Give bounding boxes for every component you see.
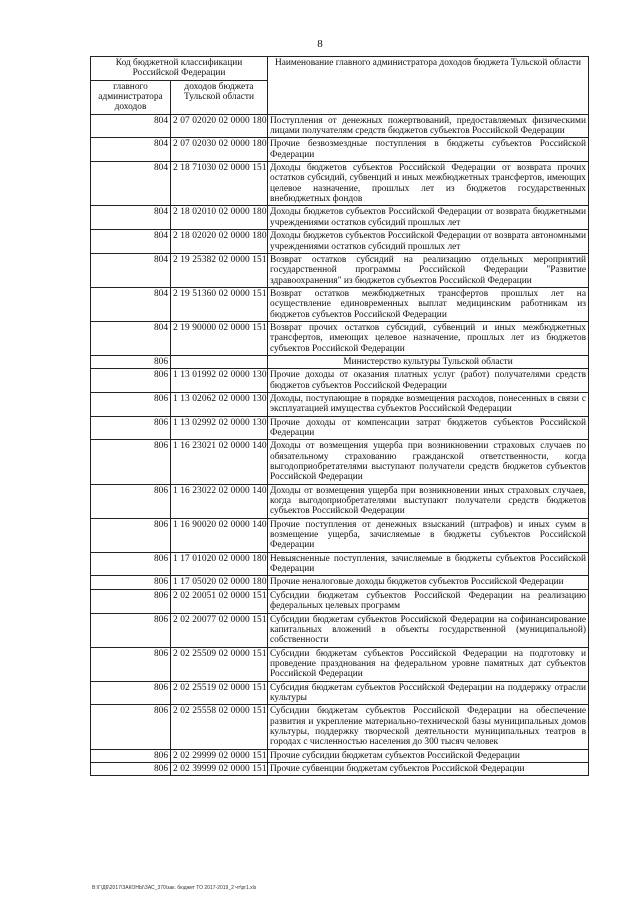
table-row [91,762,589,775]
table-row [91,287,589,321]
admin-code-cell: 806 [91,484,171,518]
admin-code-cell: 804 [91,253,171,287]
table-row [91,369,589,393]
table-row [91,253,589,287]
income-code-cell: 2 18 02010 02 0000 180 [171,206,268,230]
income-code-cell: 1 16 23021 02 0000 140 [171,440,268,484]
description-cell: Прочие доходы от компенсации затрат бюджетов субъектов Российской Федерации [268,416,589,440]
income-code-cell: 2 02 20051 02 0000 151 [171,589,268,613]
section-row [91,355,589,368]
income-code-cell: 2 07 02020 02 0000 180 [171,114,268,138]
admin-code-cell: 806 [91,369,171,393]
description-cell: Субсидии бюджетам субъектов Российской Федерации на софинансирование капитальных вложений в объекты государственной (муниципальной) собственности [268,613,589,647]
table-row [91,230,589,254]
income-code-cell: 1 13 02062 02 0000 130 [171,392,268,416]
table-row [91,484,589,518]
description-cell: Субсидия бюджетам субъектов Российской Федерации на поддержку отрасли культуры [268,681,589,705]
admin-code-cell: 804 [91,287,171,321]
admin-code-cell: 806 [91,589,171,613]
admin-code-cell: 804 [91,230,171,254]
income-code-cell: 1 16 90020 02 0000 140 [171,518,268,552]
admin-code-cell: 806 [91,762,171,775]
description-cell: Доходы от возмещения ущерба при возникновении страховых случаев по обязательному страхованию гражданской ответственности, когда выгодоприобретателями выступают получатели средств бюджетов субъектов Российской Федерации [268,440,589,484]
description-cell: Субсидии бюджетам субъектов Российской Федерации на реализацию федеральных целевых программ [268,589,589,613]
admin-code-cell: 806 [91,613,171,647]
admin-code-cell: 806 [91,416,171,440]
table-row [91,589,589,613]
admin-code-cell: 804 [91,114,171,138]
income-code-cell: 2 19 25382 02 0000 151 [171,253,268,287]
description-cell: Прочие неналоговые доходы бюджетов субъектов Российской Федерации [268,576,589,589]
income-code-cell: 2 02 39999 02 0000 151 [171,762,268,775]
description-cell: Субсидии бюджетам субъектов Российской Федерации на подготовку и проведение празднования на федеральном уровне памятных дат субъектов Российской Федерации [268,647,589,681]
admin-code-cell: 804 [91,206,171,230]
income-code-cell: 2 02 29999 02 0000 151 [171,749,268,762]
table-row [91,518,589,552]
description-cell: Субсидии бюджетам субъектов Российской Федерации на обеспечение развития и укрепление материально-технической базы муниципальных домов культуры, поддержку творческой деятельности муниципальных театров в городах с численностью населения до 300 тысяч человек [268,705,589,749]
admin-code-cell: 806 [91,392,171,416]
description-cell: Доходы бюджетов субъектов Российской Федерации от возврата автономными учреждениями остатков субсидий прошлых лет [268,230,589,254]
income-code-cell: 1 13 01992 02 0000 130 [171,369,268,393]
description-cell: Прочие поступления от денежных взысканий (штрафов) и иных сумм в возмещение ущерба, зачисляемые в бюджеты субъектов Российской Федерации [268,518,589,552]
table-row [91,613,589,647]
page-number: 8 [317,38,323,50]
admin-code-cell: 806 [91,576,171,589]
table-row [91,392,589,416]
income-code-cell: 1 17 01020 02 0000 180 [171,552,268,576]
budget-classification-table [90,56,589,776]
income-code-cell: 2 19 51360 02 0000 151 [171,287,268,321]
admin-code-cell: 806 [91,705,171,749]
admin-code-cell: 804 [91,321,171,355]
header-name-col: Наименование главного администратора доходов бюджета Тульской области [268,57,589,115]
income-code-cell: 2 07 02030 02 0000 180 [171,138,268,162]
description-cell: Прочие субсидии бюджетам субъектов Российской Федерации [268,749,589,762]
admin-code-cell: 804 [91,138,171,162]
description-cell: Невыясненные поступления, зачисляемые в бюджеты субъектов Российской Федерации [268,552,589,576]
table-row [91,576,589,589]
header-code-group: Код бюджетной классификации Российской Федерации [91,57,268,81]
table-row [91,206,589,230]
income-code-cell: 2 18 71030 02 0000 151 [171,162,268,206]
table-row [91,138,589,162]
table-row [91,321,589,355]
description-cell: Доходы, поступающие в порядке возмещения расходов, понесенных в связи с эксплуатацией имущества субъектов Российской Федерации [268,392,589,416]
admin-code-cell: 806 [91,681,171,705]
income-code-cell: 2 18 02020 02 0000 180 [171,230,268,254]
description-cell: Прочие субвенции бюджетам субъектов Российской Федерации [268,762,589,775]
table-row [91,749,589,762]
income-code-cell: 2 02 25509 02 0000 151 [171,647,268,681]
admin-code-cell: 806 [91,355,171,368]
description-cell: Возврат остатков субсидий на реализацию отдельных мероприятий государственной программы Российской Федерации "Развитие здравоохранения" из бюджетов субъектов Российской Федерации [268,253,589,287]
table-row [91,114,589,138]
table-row [91,162,589,206]
header-income-col: доходов бюджета Тульской области [171,80,268,114]
table-row [91,552,589,576]
income-code-cell: 2 02 20077 02 0000 151 [171,613,268,647]
income-code-cell [171,355,268,368]
file-path-footer: B:\Г\Д6\2017\ЗАКОНЫ\ЗАС_370\зак. бюджет ТО 2017-2019_2 чт\pr1.xls [92,885,257,891]
header-admin-col: главного администратора доходов [91,80,171,114]
table-row [91,681,589,705]
income-code-cell: 2 02 25519 02 0000 151 [171,681,268,705]
admin-code-cell: 806 [91,647,171,681]
description-cell: Возврат остатков межбюджетных трансфертов прошлых лет на осуществление единовременных выплат медицинским работникам из бюджетов субъектов Российской Федерации [268,287,589,321]
income-code-cell: 1 17 05020 02 0000 180 [171,576,268,589]
admin-code-cell: 806 [91,749,171,762]
admin-code-cell: 806 [91,552,171,576]
table-body [91,114,589,776]
header-row [91,57,589,81]
admin-code-cell: 806 [91,440,171,484]
table-row [91,705,589,749]
description-cell: Доходы от возмещения ущерба при возникновении иных страховых случаев, когда выгодоприобретателями выступают получатели средств бюджетов субъектов Российской Федерации [268,484,589,518]
section-title: Министерство культуры Тульской области [268,355,589,368]
description-cell: Прочие доходы от оказания платных услуг (работ) получателями средств бюджетов субъектов Российской Федерации [268,369,589,393]
description-cell: Поступления от денежных пожертвований, предоставляемых физическими лицами получателям средств бюджетов субъектов Российской Федерации [268,114,589,138]
table-row [91,647,589,681]
table-row [91,416,589,440]
description-cell: Доходы бюджетов субъектов Российской Федерации от возврата бюджетными учреждениями остатков субсидий прошлых лет [268,206,589,230]
income-code-cell: 1 16 23022 02 0000 140 [171,484,268,518]
description-cell: Возврат прочих остатков субсидий, субвенций и иных межбюджетных трансфертов, имеющих целевое назначение, прошлых лет из бюджетов субъектов Российской Федерации [268,321,589,355]
description-cell: Прочие безвозмездные поступления в бюджеты субъектов Российской Федерации [268,138,589,162]
income-code-cell: 1 13 02992 02 0000 130 [171,416,268,440]
admin-code-cell: 806 [91,518,171,552]
table-row [91,440,589,484]
admin-code-cell: 804 [91,162,171,206]
income-code-cell: 2 02 25558 02 0000 151 [171,705,268,749]
income-code-cell: 2 19 90000 02 0000 151 [171,321,268,355]
description-cell: Доходы бюджетов субъектов Российской Федерации от возврата прочих остатков субсидий, субвенций и иных межбюджетных трансфертов, имеющих целевое назначение, прошлых лет из бюджетов государственных внебюджетных фондов [268,162,589,206]
